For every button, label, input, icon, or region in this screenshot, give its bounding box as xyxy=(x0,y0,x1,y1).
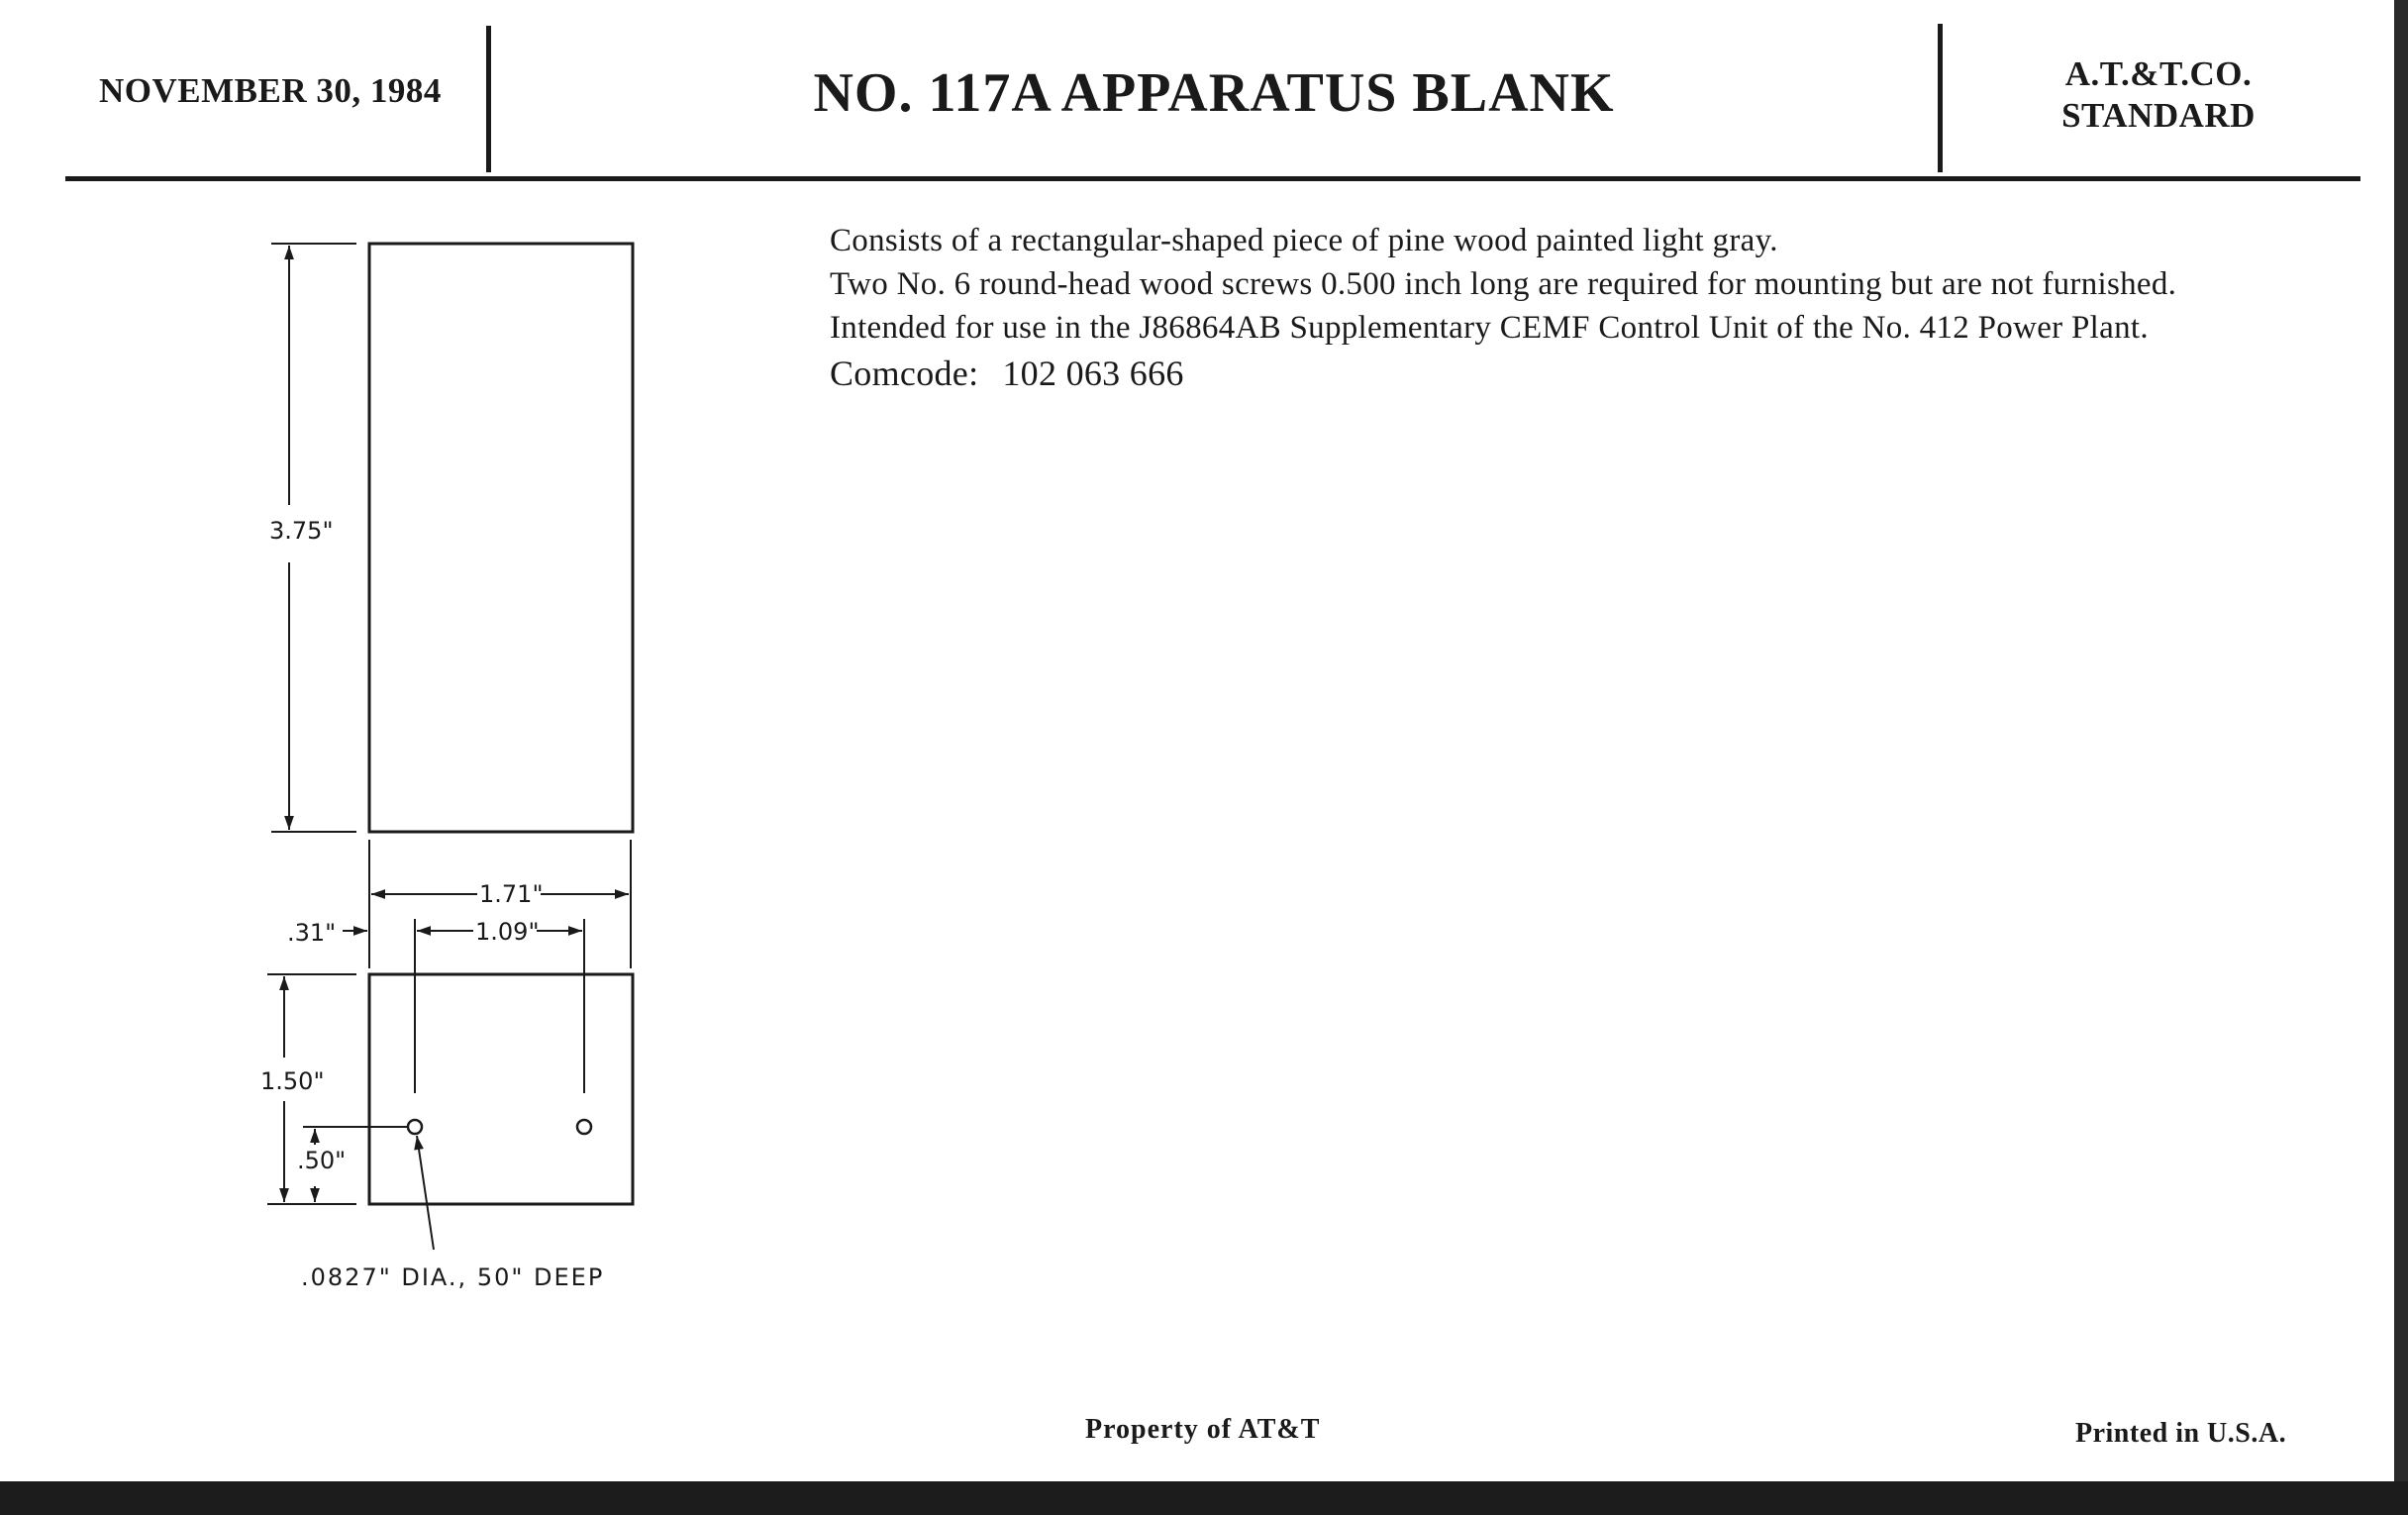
hole-spacing-label: 1.09" xyxy=(475,918,540,946)
header-date: NOVEMBER 30, 1984 xyxy=(99,71,442,110)
description-mounting: Two No. 6 round-head wood screws 0.500 inch long are required for mounting but are not furnished. xyxy=(830,266,2177,302)
mounting-hole-right xyxy=(577,1120,591,1134)
side-view-outline xyxy=(369,974,633,1204)
description-usage: Intended for use in the J86864AB Supplementary CEMF Control Unit of the No. 412 Power Plant. xyxy=(830,310,2149,346)
mounting-hole-left xyxy=(408,1120,422,1134)
edge-offset-label: .31" xyxy=(287,919,337,947)
width-dimension-label: 1.71" xyxy=(479,880,544,908)
front-view-outline xyxy=(369,244,633,832)
hole-note-label: .0827" DIA., 50" DEEP xyxy=(301,1263,605,1291)
comcode-value: 102 063 666 xyxy=(1002,354,1184,393)
hole-note-leader xyxy=(417,1136,434,1250)
footer-printed: Printed in U.S.A. xyxy=(2075,1418,2287,1449)
description-material: Consists of a rectangular-shaped piece of pine wood painted light gray. xyxy=(830,223,1778,258)
hole-height-label: .50" xyxy=(297,1147,347,1174)
standard-company: A.T.&T.CO. xyxy=(2064,54,2253,93)
comcode-label: Comcode: xyxy=(830,354,979,393)
height-dimension-label: 3.75" xyxy=(269,517,334,545)
footer-property: Property of AT&T xyxy=(1085,1414,1321,1445)
standard-label: STANDARD xyxy=(2061,96,2256,135)
page-title: NO. 117A APPARATUS BLANK xyxy=(813,62,1615,124)
depth-dimension-label: 1.50" xyxy=(260,1067,325,1095)
